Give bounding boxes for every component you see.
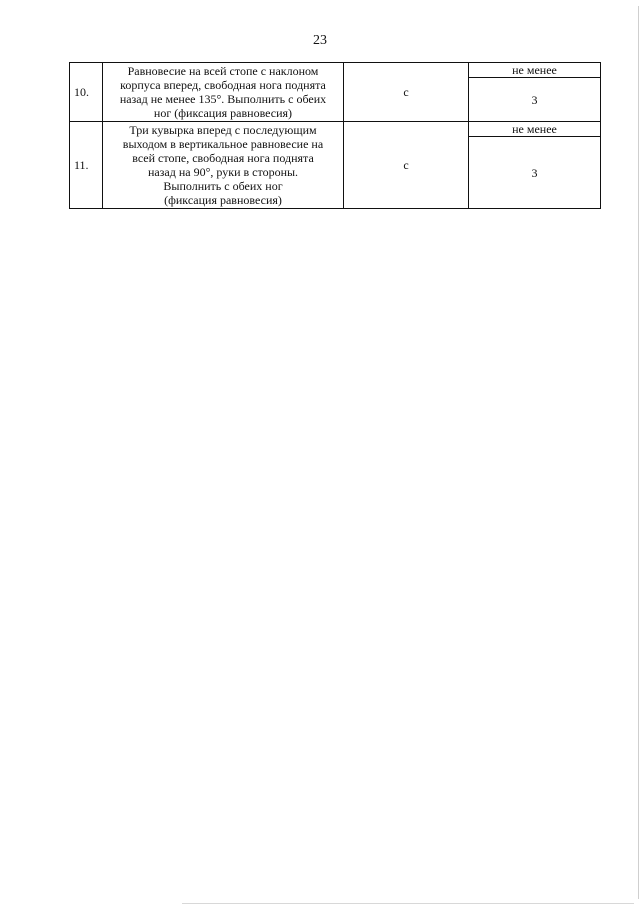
criterion-value: 3 [469, 137, 601, 209]
page-number: 23 [313, 33, 327, 48]
table-row [70, 63, 601, 78]
table-row [70, 122, 601, 137]
unit-mark: с [344, 122, 469, 209]
unit-mark: с [344, 63, 469, 122]
row-number: 11. [70, 122, 103, 209]
exercise-description [103, 63, 344, 122]
row-number: 10. [70, 63, 103, 122]
standards-table [69, 62, 601, 209]
exercise-description-text: Равновесие на всей стопе с наклоном корпуса вперед, свободная нога поднята назад не менее 135°. Выполнить с обеих ног (фиксация равновесия) [119, 64, 327, 120]
exercise-description-text: Три кувырка вперед с последующим выходом в вертикальное равновесие на всей стопе, свободная нога поднята назад на 90°, руки в стороны. Выполнить с обеих ног (фиксация равновесия) [122, 123, 324, 207]
criterion-label: не менее [469, 122, 601, 137]
page-edge [638, 6, 639, 899]
exercise-description [103, 122, 344, 209]
criterion-value: 3 [469, 78, 601, 122]
criterion-label: не менее [469, 63, 601, 78]
page-edge [182, 903, 634, 904]
